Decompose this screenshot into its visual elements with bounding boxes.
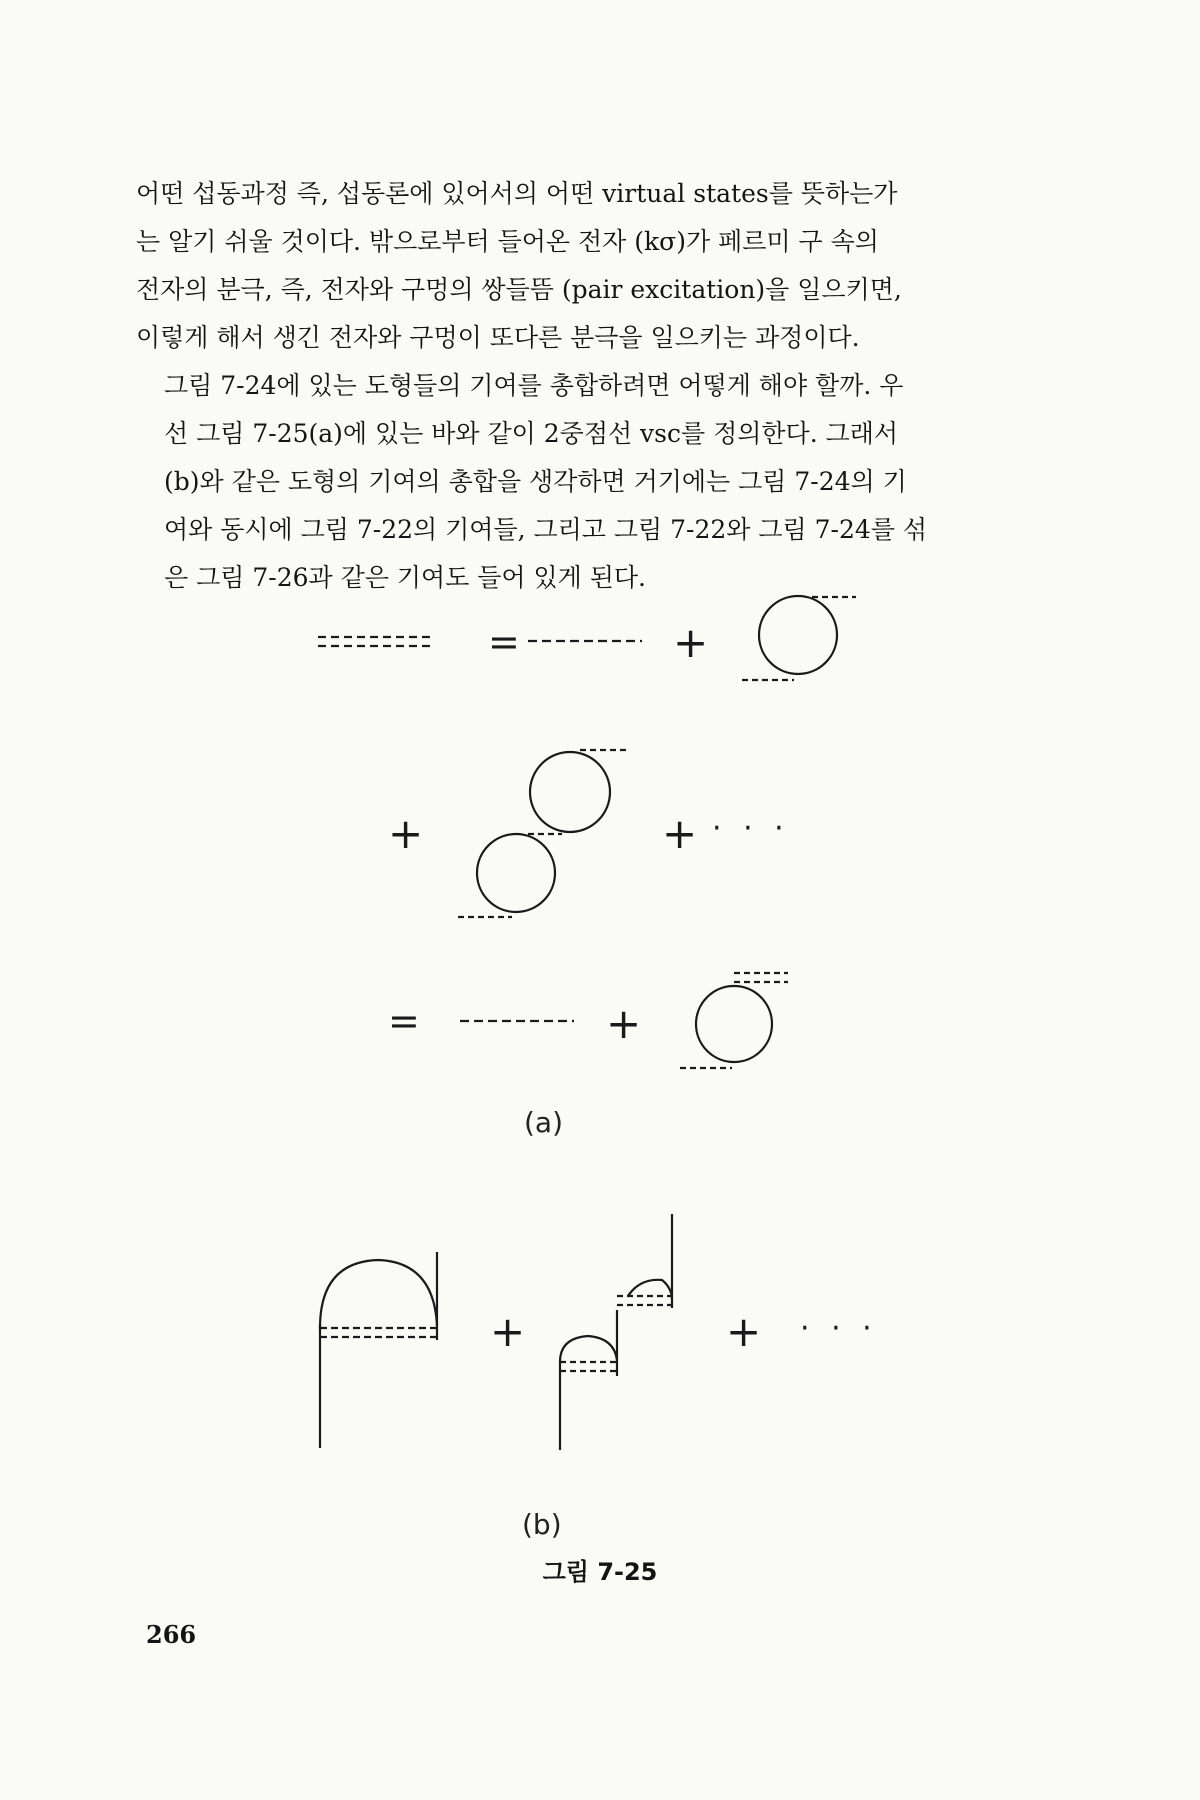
text-line: 은 그림 7-26과 같은 기여도 들어 있게 된다. (164, 563, 646, 592)
text-line: 그림 7-24에 있는 도형들의 기여를 총합하려면 어떻게 해야 할까. 우 (164, 371, 904, 400)
text-line: 이렇게 해서 생긴 전자와 구멍이 또다른 분극을 일으키는 과정이다. (136, 323, 860, 352)
text-line: 어떤 섭동과정 즉, 섭동론에 있어서의 어떤 virtual states를 뜻하는가 (136, 179, 898, 208)
plus-sign: + (726, 1307, 762, 1356)
text-line: 선 그림 7-25(a)에 있는 바와 같이 2중점선 vsc를 정의한다. 그래서 (164, 419, 899, 448)
page-number: 266 (146, 1620, 197, 1649)
ellipsis: · · · (800, 1311, 878, 1346)
equals-sign: = (388, 999, 420, 1043)
plus-sign: + (490, 1307, 526, 1356)
ellipsis: · · · (712, 811, 790, 846)
bubble-diagram-screened (680, 973, 788, 1068)
chained-bubble-diagram (458, 750, 626, 917)
equals-sign: = (488, 620, 520, 664)
text-line: (b)와 같은 도형의 기여의 총합을 생각하면 거기에는 그림 7-24의 기 (164, 467, 907, 496)
double-dashed-line-vsc (318, 637, 430, 646)
text-line: 전자의 분극, 즉, 전자와 구멍의 쌍들뜸 (pair excitation)을 일으키면, (136, 275, 902, 304)
plus-sign: + (388, 809, 424, 858)
figure-caption: 그림 7-25 (542, 1558, 658, 1586)
plus-sign: + (673, 618, 709, 667)
subfigure-label-b: (b) (522, 1508, 562, 1541)
plus-sign: + (606, 999, 642, 1048)
bubble-diagram (742, 596, 856, 680)
text-line: 는 알기 쉬울 것이다. 밖으로부터 들어온 전자 (kσ)가 페르미 구 속의 (136, 227, 879, 256)
text-line: 여와 동시에 그림 7-22의 기여들, 그리고 그림 7-22와 그림 7-24를 섞 (164, 515, 928, 544)
ladder-diagram-1 (320, 1252, 437, 1448)
ladder-diagram-2 (560, 1214, 672, 1450)
subfigure-label-a: (a) (524, 1106, 564, 1139)
plus-sign: + (662, 809, 698, 858)
